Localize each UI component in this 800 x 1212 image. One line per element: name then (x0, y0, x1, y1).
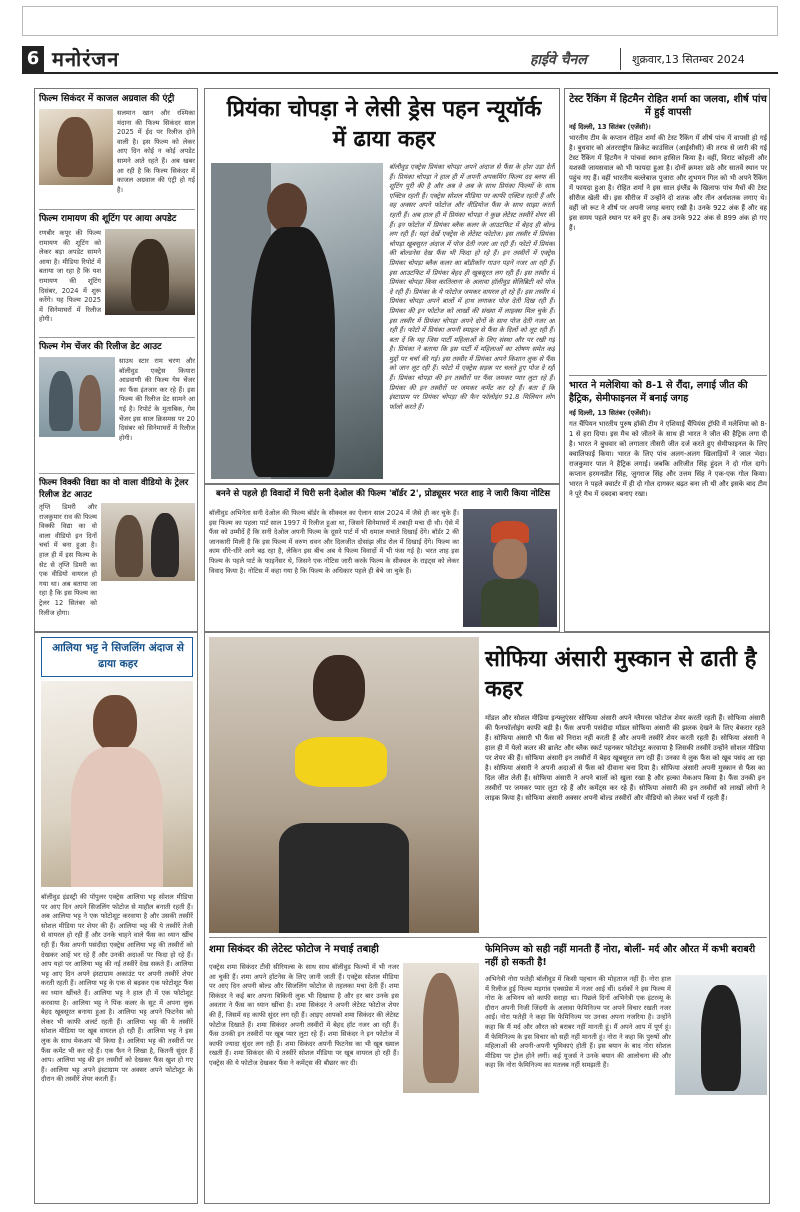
figure-silhouette-icon (423, 973, 459, 1083)
divider (569, 375, 767, 376)
shama-photo (403, 963, 479, 1093)
story-ramayan-title: फिल्म रामायण की शूटिंग पर आया अपडेट (39, 214, 177, 224)
divider (39, 473, 195, 474)
alia-photo (41, 681, 193, 887)
rohit-body: भारतीय टीम के कप्तान रोहित शर्मा की टेस्ट रैंकिंग में शीर्ष पांच में वापसी हो गई है। बुधवार को अंतरराष्ट्रीय क्रिकेट काउंसिल (आईसीसी) की तरफ से जारी की गई टेस्ट रैंकिंग में हिटमैन ने पांचवां स्थान हासिल किया है। वहीं, विराट कोहली और यशस्वी जायसवाल को भी फायदा हुआ है। दोनों क्रमशः छठे और सातवें स्थान पर पहुंच गए हैं। वहीं भारतीय बल्लेबाज पुजारा और शुभमन गिल को भी अपने रैंकिंग में फायदा हुआ है। रोहित शर्मा ने इस साल इंग्लैंड के खिलाफ पांच मैचों की टेस्ट सीरीज खेली थी। इस सीरीज में उन्होंने दो शतक और तीन अर्धशतक लगाए थे। वहीं जो रूट ने शीर्ष पर अपनी जगह बनाए रखी है। उनके 922 अंक हैं और वह इस समय पहले स्थान पर बने हुए हैं। अब उनके 922 अंक से 899 अंक हो गए हैं। (569, 134, 767, 232)
border2-body: बॉलीवुड अभिनेता सनी देओल की फिल्म बॉर्डर के सीक्वल का ऐलान साल 2024 में जैसे ही कर चुके हैं। इस फिल्म का पहला पार्ट साल 1997 में रिलीज हुआ था, जिसने सिनेमाघरों में तबाही मचा दी थी। ऐसे में फैंस को उम्मीदें हैं कि सनी देओल अपनी फिल्म के दूसरे पार्ट में भी धमाल मचाते दिखाई देंगे। बॉर्डर 2 की जानकारी मिली है कि इस फिल्म में वरुण धवन और दिलजीत दोसांझ लीड रोल में दिखाई देंगे। फिल्म का काम धीरे-धीरे आगे बढ़ रहा है, लेकिन इस बीच अब ये फिल्म विवादों में भी फंस गई है। भरत शाह इस फिल्म के पहले पार्ट के फाइनेंसर थे, जिसने एक नोटिस जारी करके फिल्म के सीक्वल के राइट्स को लेकर विवाद किया है। नोटिस में कहा गया है कि फिल्म के अधिकार पहले ही बेचे जा चुके हैं। (209, 509, 459, 575)
alia-body: बॉलीवुड इंडस्ट्री की पॉपुलर एक्ट्रेस आलिया भट्ट सोशल मीडिया पर आए दिन अपने सिजलिंग फोटोज से माहौल बनाती रहती हैं। अब आलिया भट्ट ने एक फोटोशूट करवाया है और उसकी तस्वीरें सोशल मीडिया पर शेयर की हैं। आलिया भट्ट की ये तस्वीरें तेजी से वायरल हो रही हैं और उनके चाहने वाले फैंस का ध्यान खींच रही हैं। फैंस अपनी पसंदीदा एक्ट्रेस आलिया भट्ट की तस्वीरों को देखकर आहें भर रहे हैं और उनकी अदाओं पर फिदा हो रहे हैं। आप यहां पर आलिया भट्ट की नई तस्वीरें देख सकते हैं। आलिया भट्ट आए दिन अपने इंस्टाग्राम अकाउंट पर अपनी तस्वीरें शेयर करती रहती हैं। आलिया भट्ट के एक से बढ़कर एक फोटोशूट फैंस का ध्यान खींचते हैं। आलिया भट्ट ने हाल ही में एक फोटोशूट करवाया है। आलिया भट्ट ने पिंक कलर के सूट में अपना लुक बेहद खूबसूरत बनाया हुआ है। आलिया भट्ट अपने फिटनेस को लेकर भी काफी अलर्ट रहती हैं। आलिया भट्ट की ये तस्वीरें सोशल मीडिया पर खूब वायरल हो रही हैं। आलिया भट्ट ने इस लुक के साथ मेकअप भी किया है। आलिया भट्ट की तस्वीरों पर फैंस कमेंट भी कर रहे हैं। एक फैन ने लिखा है, कितनी सुंदर हैं आप। आलिया भट्ट की इन तस्वीरों को देखकर फैंस खुश हो गए हैं। आलिया भट्ट अपने इंस्टाग्राम पर अक्सर अपने फोटोशूट के दौरान की तस्वीरें शेयर करती हैं। (41, 893, 193, 1084)
divider (39, 209, 195, 210)
priyanka-story (204, 88, 560, 484)
alia-headline-box (41, 637, 193, 677)
sunny-deol-photo (463, 509, 557, 627)
figure-silhouette-icon (151, 513, 179, 577)
alia-story (34, 632, 198, 1204)
figure-silhouette-icon (57, 117, 93, 177)
figure-silhouette-icon (115, 515, 143, 577)
border2-story (204, 484, 560, 632)
black-dress-silhouette (251, 227, 335, 477)
top-ad-strip (22, 6, 778, 36)
hockey-body: गत चैंपियन भारतीय पुरुष हॉकी टीम ने एशियाई चैंपियंस ट्रॉफी में मलेशिया को 8-1 से हरा दिया। इस मैच को जीतने के साथ ही भारत ने जीत की हैट्रिक लगा दी है। भारत ने बुधवार को लगातार तीसरी जीत दर्ज करते हुए सेमीफाइनल के लिए क्वालिफाई किया। भारत के लिए पांच अलग-अलग खिलाड़ियों ने जाल भेदा। राजकुमार पाल ने हैट्रिक लगाई। जबकि अरिजीत सिंह हुंदल ने दो गोल दागे। कप्तान हरमनप्रीत सिंह, जुगराज सिंह और उत्तम सिंह ने एक-एक गोल किया। भारत ने पहले क्वार्टर में ही दो गोल दागकर बढ़त बना ली थी और इसके बाद टीम ने पूरे मैच में दबदबा बनाए रखा। (569, 420, 767, 498)
yellow-top-icon (295, 737, 387, 787)
black-skirt-icon (279, 823, 409, 933)
figure-silhouette-icon (49, 371, 73, 431)
newspaper-brand: हाईवे चैनल (530, 52, 587, 68)
page-header (22, 46, 778, 74)
story-kajal-title: फिल्म सिकंदर में काजल अग्रवाल की एंट्री (39, 94, 175, 104)
story-vicky-title: फिल्म विक्की विद्या का वो वाला वीडियो के ट्रेलर रिलीज डेट आउट (39, 478, 189, 500)
rohit-dateline: नई दिल्ली, 13 सितंबर (एजेंसी)। (569, 123, 651, 131)
alia-headline: आलिया भट्ट ने सिजलिंग अंदाज से ढाया कहर (52, 642, 184, 670)
rohit-headline: टेस्ट रैंकिंग में हिटमैन रोहित शर्मा का जलवा, शीर्ष पांच में हुई वापसी (569, 94, 767, 118)
ramayan-photo (105, 229, 195, 315)
pink-outfit-silhouette (71, 747, 163, 887)
priyanka-body: बॉलीवुड एक्ट्रेस प्रियंका चोपड़ा अपने अंदाज से फैंस के होश उड़ा देती हैं। प्रियंका चोपड़ा ने हाल ही में अपनी अपकमिंग फिल्म दद ब्लफ की शूटिंग पूरी की है और अब वे अब के साथ प्रियंका फिल्मों के साथ एक्टिव रहती हैं। एक्ट्रेस सोशल मीडिया पर काफी एक्टिव रहती हैं और वह अक्सर अपने फोटोज और वीडियोज फैंस के साथ साझा करती रहती हैं। अब हाल ही में प्रियंका चोपड़ा ने कुछ लेटेस्ट तस्वीरें शेयर की हैं। इन फोटोज में प्रियंका ब्लैक कलर के आउटफिट में बेहद ही बोल्ड लग रही हैं। यहां देखें एक्ट्रेस के लेटेस्ट फोटोज। इस तस्वीर में प्रियंका चोपड़ा खूबसूरत अंदाज में पोज देती नजर आ रही हैं। फोटो में प्रियंका की बोल्डनेस देख फैंस भी फिदा हो रहे हैं। इन तस्वीरों में एक्ट्रेस प्रियंका चोपड़ा ब्लैक कलर का बॉडीकॉन गाउन पहने नजर आ रही हैं। इस आउटफिट में प्रियंका बेहद ही खूबसूरत लग रही हैं। इस तस्वीर में प्रियंका चोपड़ा किस कातिलाना के अलावा हॉलीवुड सेलिब्रिटी को पोज दे रही हैं। प्रियंका के ये फोटोज जमकर वायरल हो रहे हैं। इस तस्वीर में प्रियंका चोपड़ा अपने बालों में हाथ लगाकर पोज देती दिख रही हैं। प्रियंका की इन फोटोज को लाखों की संख्या में लाइक्स मिल चुके हैं। इस तस्वीर में प्रियंका चोपड़ा अपने दोनों के साथ पोज देती नजर आ रही हैं। फोटो में प्रियंका अपनी स्माइल से फैंस के दिलों को लूट रही हैं। बता दें कि यह जिस पार्टी महिलाओं के लिए संस्था और पर रखी गई है। प्रियंका ने बताया कि इस पार्टी में महिलाओं का शोषण समेत कई मुद्दों पर चर्चा की गई। इस तस्वीर में प्रियंका अपने किशान लुक से फैंस को जान लूट रही हैं। फोटो में एक्ट्रेस सड़क पर चलते हुए पोज दे रही हैं। प्रियंका चोपड़ा की इन तस्वीरों पर फैंस जमकर प्यार लुटा रहे हैं। प्रियंका की इन तस्वीरों पर जमकर कमेंट कर रहे हैं। बता दें कि इंस्टाग्राम पर प्रियंका चोपड़ा की फैन फॉलोइंग 91.8 मिलियन लोग फॉलो करते हैं। (389, 163, 555, 411)
story-kajal-body: सलमान खान और रश्मिका मंदाना की फिल्म सिकंदर साल 2025 में ईद पर रिलीज होने वाली है। इस फिल्म को लेकर आए दिन कोई न कोई अपडेट सामने आते रहते हैं। अब खबर आ रही है कि फिल्म सिकंदर में काजल अग्रवाल की एंट्री हो गई है। (117, 109, 195, 194)
divider (209, 937, 767, 938)
border2-headline: बनने से पहले ही विवादों में घिरी सनी देओल की फिल्म 'बॉर्डर 2', प्रोड्यूसर भरत शाह ने जारी किया नोटिस (215, 489, 551, 499)
sofia-body: मॉडल और सोशल मीडिया इन्फ्लुएंसर सोफिया अंसारी अपने ग्लैमरस फोटोज शेयर करती रहती हैं। सोफिया अंसारी की फैनफॉलोइंग काफी बड़ी है। फैंस अपनी पसंदीदा मॉडल सोफिया अंसारी की झलक देखने के लिए बेकरार रहते हैं। सोफिया अंसारी भी फैंस को निराश नहीं करती हैं और अपनी तस्वीरें शेयर करती रहती हैं। सोफिया अंसारी ने हाल ही में येलो कलर की ब्रालेट और ब्लैक स्कर्ट पहनकर फोटोशूट करवाया है जिसकी तस्वीरें उन्होंने सोशल मीडिया पर शेयर की हैं। सोफिया अंसारी इन तस्वीरों में बेहद खूबसूरत लग रही हैं। उनका ये लुक फैंस को खूब पसंद आ रहा है। सोफिया अंसारी ने अपनी अदाओं से फैंस को दीवाना बना दिया है। सोफिया अंसारी अपनी मुस्कान से फैंस का दिल जीत लेती हैं। सोफिया अंसारी ने अपने बालों को खुला रखा है और हल्का मेकअप किया है। फैंस उनकी इन तस्वीरों पर जमकर प्यार लुटा रहे हैं और कमेंट्स कर रहे हैं। सोफिया अंसारी की इन तस्वीरों को लाखों लोगों ने लाइक किया है। सोफिया अंसारी अक्सर अपनी बोल्ड तस्वीरों और वीडियो को लेकर चर्चा में रहती हैं। (485, 714, 765, 802)
priyanka-photo (211, 163, 383, 479)
section-title: मनोरंजन (52, 47, 120, 71)
shama-headline: शमा सिकंदर की लेटेस्ट फोटोज ने मचाई तबाही (209, 944, 379, 955)
sofia-photo (209, 637, 479, 933)
issue-date: शुक्रवार,13 सितम्बर 2024 (632, 53, 745, 66)
divider (39, 337, 195, 338)
figure-silhouette-icon (131, 239, 169, 311)
story-ramayan-body: रणबीर कपूर की फिल्म रामायण की शूटिंग को लेकर बड़ा अपडेट सामने आया है। मीडिया रिपोर्ट में बताया जा रहा है कि यश रामायण की शूटिंग दिसंबर, 2024 में शुरू करेंगे। यह फिल्म 2025 में सिनेमाघरों में रिलीज होगी। (39, 229, 101, 324)
gamechanger-photo (39, 357, 115, 437)
head-icon (93, 695, 137, 751)
sofia-headline: सोफिया अंसारी मुस्कान से ढाती है कहर (485, 647, 757, 702)
story-vicky-body: तृप्ति डिमरी और राजकुमार राव की फिल्म विक्की विद्या का वो वाला वीडियो इन दिनों चर्चा में बना हुआ है। हाल ही में इस फिल्म के सेट से तृप्ति डिमरी का एक वीडियो वायरल हो गया था। अब बताया जा रहा है कि इस फिल्म का ट्रेलर 12 सितंबर को रिलीज होगा। (39, 503, 97, 617)
head-icon (313, 655, 365, 721)
priyanka-headline: प्रियंका चोपड़ा ने लेसी ड्रेस पहन न्यूयॉर्क में ढाया कहर (226, 97, 542, 152)
nora-photo (675, 975, 767, 1095)
bottom-right-block (204, 632, 770, 1204)
uniform-icon (481, 579, 539, 627)
head-icon (493, 539, 527, 579)
story-gamechanger-title: फिल्म गेम चेंजर की रिलीज डेट आउट (39, 342, 162, 352)
head-icon (267, 183, 307, 233)
figure-silhouette-icon (701, 985, 741, 1091)
left-news-column (34, 88, 198, 632)
figure-silhouette-icon (79, 375, 101, 431)
header-divider (620, 48, 621, 70)
nora-headline: फेमिनिज्म को सही नहीं मानती हैं नोरा, बोलीं- मर्द और औरत में कभी बराबरी नहीं हो सकती है! (485, 944, 756, 968)
vicky-vidya-photo (101, 503, 195, 581)
page-number: 6 (22, 46, 44, 72)
story-gamechanger-body: साउथ स्टार राम चरण और बॉलीवुड एक्ट्रेस कियारा आडवाणी की फिल्म गेम चेंजर का फैंस इंतजार कर रहे हैं। इस फिल्म की रिलीज डेट सामने आ गई है। रिपोर्ट के मुताबिक, गेम चेंजर इस साल क्रिसमस पर 20 दिसंबर को सिनेमाघरों में रिलीज होगी। (119, 357, 195, 442)
sports-column (564, 88, 770, 632)
nora-body: अभिनेत्री नोरा फतेही बॉलीवुड में किसी पहचान की मोहताज नहीं हैं। नोरा हाल में रिलीज हुई फिल्म मड़गांव एक्सप्रेस में नजर आई थीं। दर्शकों ने इस फिल्म में नोरा के अभिनय को काफी सराहा था। पिछले दिनों अभिनेत्री एक इंटरव्यू के दौरान अपनी निजी जिंदगी के अलावा फेमिनिज्म पर अपने विचार रखती नजर आईं। नोरा फतेही ने कहा कि फेमिनिज्म पर उनका अपना नजरिया है। उन्होंने कहा कि मैं मर्द और औरत को बराबर नहीं मानती हूं। मैं अपने आप में पूर्ण हूं। मैं फेमिनिज्म के इस विचार को सही नहीं मानती हूं। नोरा ने कहा कि पुरुषों और महिलाओं की अपनी-अपनी भूमिकाएं होती हैं। इस बयान के बाद नोरा सोशल मीडिया पर ट्रोल होने लगीं। कई यूजर्स ने उनके बयान की आलोचना की और कहा कि नोरा फेमिनिज्म का मतलब नहीं समझती हैं। (485, 975, 671, 1070)
kajal-photo (39, 109, 113, 185)
hockey-dateline: नई दिल्ली, 13 सितंबर (एजेंसी)। (569, 409, 651, 417)
shama-body: एक्ट्रेस शमा सिकंदर टीवी सीरियल्स के साथ साथ बॉलीवुड फिल्मों में भी नजर आ चुकी हैं। शमा अपने हॉटनेस के लिए जानी जाती हैं। एक्ट्रेस सोशल मीडिया पर आए दिन अपनी बोल्ड और सिजलिंग फोटोज से तहलका मचा देती हैं। शमा सिकंदर ने कई बार अपना बिकिनी लुक भी दिखाया है और हर बार उनके इस अवतार ने फैंस का ध्यान खींचा है। शमा सिकंदर ने अपनी लेटेस्ट फोटोज शेयर की हैं, जिसमें वह काफी सुंदर लग रही हैं। आइए आपको शमा सिकंदर की लेटेस्ट फोटोज दिखाते हैं। शमा सिकंदर अपनी तस्वीरों में बेहद हॉट नजर आ रही हैं। फैंस उनकी इन तस्वीरों पर खूब प्यार लुटा रहे हैं। शमा सिकंदर ने इन फोटोज में काफी ज्यादा सुंदर लग रही हैं। शमा सिकंदर अपनी फिटनेस का भी खूब ख्याल रखती हैं। शमा सिकंदर की ये तस्वीरें सोशल मीडिया पर खूब वायरल हो रही हैं। एक्ट्रेस की ये फोटोज देखकर फैंस ने कमेंट्स की बौछार कर दी। (209, 963, 399, 1067)
hockey-headline: भारत ने मलेशिया को 8-1 से रौंदा, लगाई जीत की हैट्रिक, सेमीफाइनल में बनाई जगह (569, 380, 748, 404)
